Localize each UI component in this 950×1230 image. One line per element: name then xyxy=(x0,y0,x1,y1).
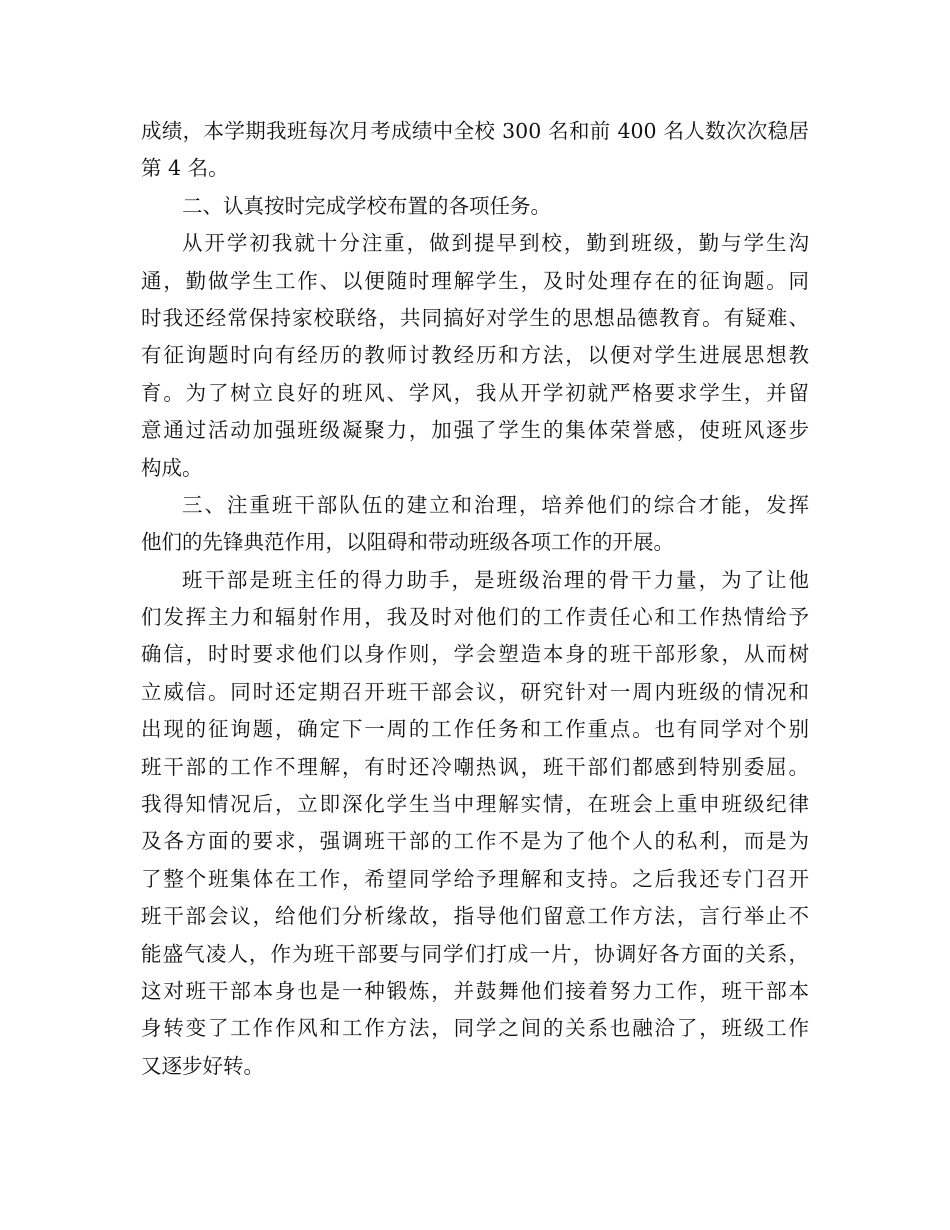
text-line: 班干部会议，给他们分析缘故，指导他们留意工作方法，言行举止不 xyxy=(141,904,809,929)
text-line: 我得知情况后，立即深化学生当中理解实情，在班会上重申班级纪律 xyxy=(141,792,809,817)
text-line: 通，勤做学生工作、以便随时理解学生，及时处理存在的征询题。同 xyxy=(141,268,809,293)
text-line: 他们的先锋典范作用，以阻碍和带动班级各项工作的开展。 xyxy=(141,530,674,555)
text-line: 从开学初我就十分注重，做到提早到校，勤到班级，勤与学生沟 xyxy=(182,231,809,256)
text-line: 班干部的工作不理解，有时还冷嘲热讽，班干部们都感到特别委屈。 xyxy=(141,754,809,779)
text-line: 身转变了工作作风和工作方法，同学之间的关系也融洽了，班级工作 xyxy=(141,1016,809,1041)
text-line: 又逐步好转。 xyxy=(141,1053,264,1078)
text-line: 及各方面的要求，强调班干部的工作不是为了他个人的私利，而是为 xyxy=(141,829,809,854)
text-line: 意通过活动加强班级凝聚力，加强了学生的集体荣誉感，使班风逐步 xyxy=(141,418,809,443)
text-line: 构成。 xyxy=(141,455,203,480)
text-line: 确信，时时要求他们以身作则，学会塑造本身的班干部形象，从而树 xyxy=(141,642,809,667)
section-heading: 三、注重班干部队伍的建立和治理，培养他们的综合才能，发挥 xyxy=(182,492,809,517)
text-line: 们发挥主力和辐射作用，我及时对他们的工作责任心和工作热情给予 xyxy=(141,605,809,630)
text-line: 出现的征询题，确定下一周的工作任务和工作重点。也有同学对个别 xyxy=(141,717,809,742)
text-line: 第 4 名。 xyxy=(141,156,229,181)
body-text xyxy=(141,113,809,1085)
text-line: 有征询题时向有经历的教师讨教经历和方法，以便对学生进展思想教 xyxy=(141,343,809,368)
text-line: 了整个班集体在工作，希望同学给予理解和支持。之后我还专门召开 xyxy=(141,866,809,891)
text-line: 能盛气凌人，作为班干部要与同学们打成一片，协调好各方面的关系， xyxy=(141,941,809,966)
section-heading: 二、认真按时完成学校布置的各项任务。 xyxy=(182,193,551,218)
text-line: 立威信。同时还定期召开班干部会议，研究针对一周内班级的情况和 xyxy=(141,679,809,704)
text-line: 成绩，本学期我班每次月考成绩中全校 300 名和前 400 名人数次次稳居 xyxy=(141,119,809,143)
text-line: 育。为了树立良好的班风、学风，我从开学初就严格要求学生，并留 xyxy=(141,380,809,405)
text-line: 班干部是班主任的得力助手，是班级治理的骨干力量，为了让他 xyxy=(182,567,809,592)
text-line: 时我还经常保持家校联络，共同搞好对学生的思想品德教育。有疑难、 xyxy=(141,305,809,330)
text-line: 这对班干部本身也是一种锻炼，并鼓舞他们接着努力工作，班干部本 xyxy=(141,978,809,1003)
